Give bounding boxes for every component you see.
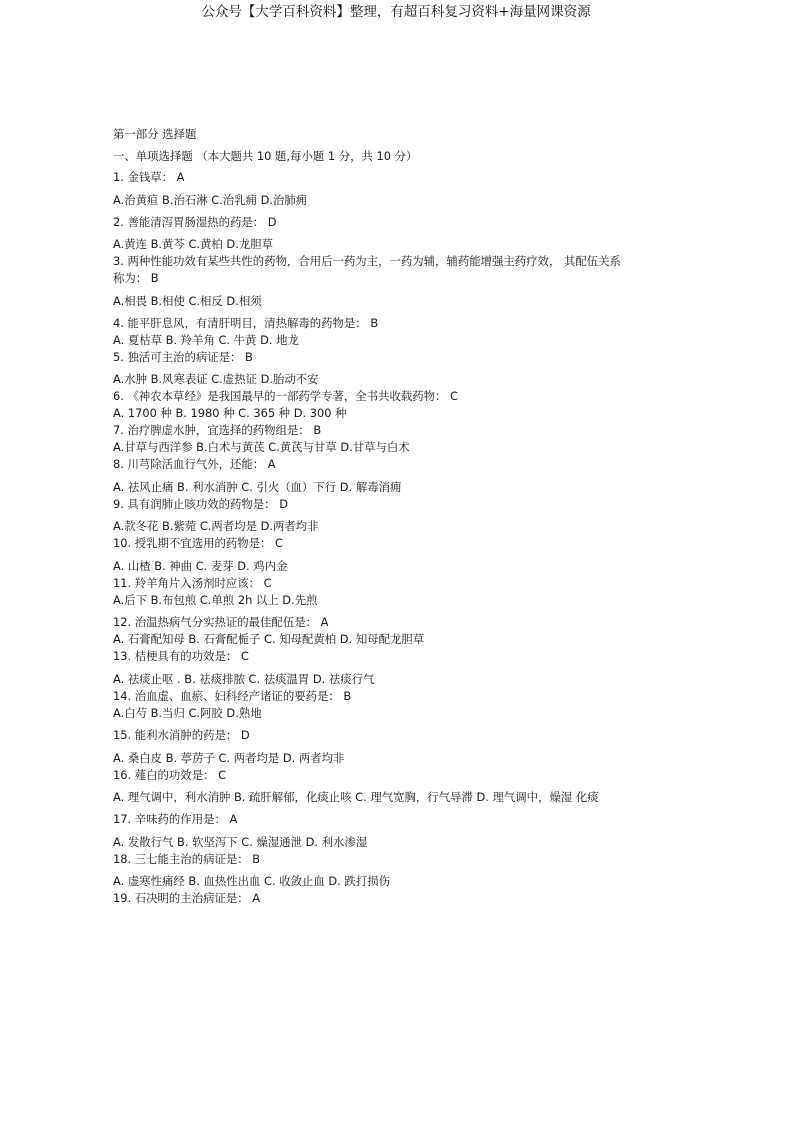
- question-12: 12. 治温热病气分实热证的最佳配伍是： A: [113, 615, 329, 629]
- question-19: 19. 石决明的主治病证是： A: [113, 891, 261, 905]
- options-9: A.款冬花 B.紫菀 C.两者均是 D.两者均非: [113, 519, 319, 533]
- options-18: A. 虚寒性痛经 B. 血热性出血 C. 收敛止血 D. 跌打损伤: [113, 874, 390, 888]
- options-17: A. 发散行气 B. 软坚泻下 C. 燥湿通泄 D. 利水渗湿: [113, 834, 368, 849]
- question-15: 15. 能利水消肿的药是： D: [113, 728, 250, 742]
- question-4: 4. 能平肝息风，有清肝明目，清热解毒的药物是： B: [113, 315, 379, 330]
- question-1: 1. 金钱草： A: [113, 170, 185, 184]
- question-11: 11. 羚羊角片入汤剂时应该： C: [113, 575, 272, 590]
- options-1: A.治黄疸 B.治石淋 C.治乳痈 D.治肺痈: [113, 192, 308, 207]
- section-title: 第一部分 选择题: [113, 127, 197, 141]
- options-2: A.黄连 B.黄芩 C.黄柏 D.龙胆草: [113, 237, 273, 251]
- options-16: A. 理气调中，利水消肿 B. 疏肝解郁，化痰止咳 C. 理气宽胸，行气导滞 D. 理气调中，燥湿 化痰: [113, 790, 599, 804]
- question-2: 2. 善能清泻胃肠湿热的药是： D: [113, 214, 277, 229]
- question-7: 7. 治疗脾虚水肿，宜选择的药物组是： B: [113, 423, 322, 437]
- question-8: 8. 川芎除活血行气外，还能： A: [113, 457, 276, 471]
- section-subtitle: 一、单项选择题 （本大题共 10 题,每小题 1 分，共 10 分）: [113, 148, 418, 163]
- question-3-line-1: 3. 两种性能功效有某些共性的药物，合用后一药为主，一药为辅，辅药能增强主药疗效， 其配伍关系: [113, 254, 621, 268]
- question-5: 5. 独活可主治的病证是： B: [113, 349, 253, 364]
- options-12: A. 石膏配知母 B. 石膏配栀子 C. 知母配黄柏 D. 知母配龙胆草: [113, 632, 425, 646]
- options-14: A.白芍 B.当归 C.阿胶 D.熟地: [113, 705, 262, 720]
- page-header: 公众号【大学百科资料】整理，有超百科复习资料+海量网课资源: [201, 4, 591, 20]
- options-3: A.相畏 B.相使 C.相反 D.相须: [113, 293, 262, 308]
- question-9: 9. 具有润肺止咳功效的药物是： D: [113, 496, 288, 511]
- question-13: 13. 桔梗具有的功效是： C: [113, 649, 249, 663]
- question-10: 10. 授乳期不宜选用的药物是： C: [113, 536, 283, 550]
- question-16: 16. 薤白的功效是： C: [113, 767, 227, 782]
- document-body: [113, 127, 688, 905]
- options-13: A. 祛痰止呕 . B. 祛痰排脓 C. 祛痰温胃 D. 祛痰行气: [113, 671, 375, 686]
- options-11: A.后下 B.布包煎 C.单煎 2h 以上 D.先煎: [113, 592, 318, 607]
- options-6: A. 1700 种 B. 1980 种 C. 365 种 D. 300 种: [113, 406, 347, 420]
- question-14: 14. 治血虚、血瘀、妇科经产诸证的要药是： B: [113, 688, 352, 703]
- options-10: A. 山楂 B. 神曲 C. 麦芽 D. 鸡内金: [113, 558, 288, 573]
- question-6: 6. 《神农本草经》是我国最早的一部药学专著，全书共收载药物： C: [113, 389, 459, 403]
- options-15: A. 桑白皮 B. 葶苈子 C. 两者均是 D. 两者均非: [113, 750, 345, 765]
- question-17: 17. 辛味药的作用是： A: [113, 812, 238, 826]
- options-8: A. 祛风止痛 B. 利水消肿 C. 引火（血）下行 D. 解毒消痈: [113, 479, 402, 494]
- options-4: A. 夏枯草 B. 羚羊角 C. 牛黄 D. 地龙: [113, 332, 299, 347]
- options-7: A.甘草与西洋参 B.白术与黄芪 C.黄芪与甘草 D.甘草与白术: [113, 440, 410, 454]
- options-5: A.水肿 B.风寒表证 C.虚热证 D.胎动不安: [113, 372, 319, 386]
- question-18: 18. 三七能主治的病证是： B: [113, 851, 261, 866]
- question-3-line-2: 称为： B: [113, 271, 159, 285]
